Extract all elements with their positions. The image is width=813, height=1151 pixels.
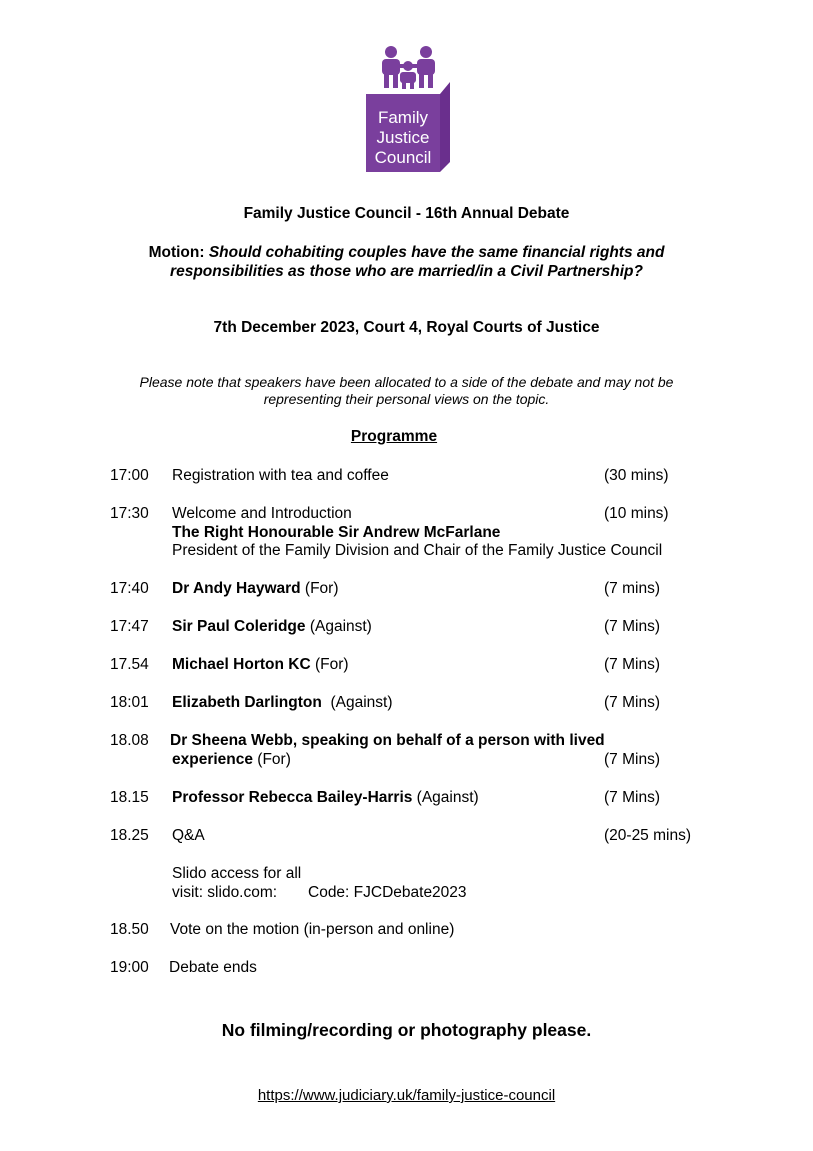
speaker-name: Elizabeth Darlington bbox=[172, 694, 322, 711]
speaker-name-line2: experience bbox=[172, 751, 253, 768]
row-time: 18.08 bbox=[110, 732, 149, 749]
motion-label: Motion: bbox=[148, 244, 205, 261]
row-duration: (20-25 mins) bbox=[604, 827, 691, 844]
speaker-name-line1: Dr Sheena Webb, speaking on behalf of a person with lived bbox=[170, 732, 605, 749]
speaker-role: President of the Family Division and Chair of the Family Justice Council bbox=[172, 542, 663, 559]
row-time: 18.15 bbox=[110, 789, 149, 806]
logo-line3: Council bbox=[374, 148, 432, 167]
row-speaker bbox=[172, 693, 392, 712]
row-text: Debate ends bbox=[169, 959, 257, 976]
row-time: 18.50 bbox=[110, 921, 149, 938]
disclaimer-note: Please note that speakers have been allocated to a side of the debate and may not be representing their personal views on the topic. bbox=[139, 374, 674, 407]
row-time: 17:00 bbox=[110, 467, 149, 484]
row-time: 17:47 bbox=[110, 618, 149, 635]
logo-line2: Justice bbox=[376, 128, 430, 147]
row-duration: (7 Mins) bbox=[604, 618, 660, 635]
row-text: Registration with tea and coffee bbox=[172, 467, 389, 484]
motion-text: Should cohabiting couples have the same financial rights and responsibilities as those who are married/in a Civil Partnership? bbox=[170, 244, 665, 280]
row-duration: (10 mins) bbox=[604, 505, 669, 522]
row-duration: (7 Mins) bbox=[604, 751, 660, 768]
row-duration: (7 Mins) bbox=[604, 789, 660, 806]
slido-visit: visit: slido.com: bbox=[172, 884, 278, 901]
speaker-name: Sir Paul Coleridge bbox=[172, 618, 306, 635]
speaker-side: (Against) bbox=[321, 694, 393, 711]
row-speaker bbox=[172, 655, 349, 674]
fjc-logo bbox=[366, 44, 452, 172]
speaker-side: (Against) bbox=[305, 618, 372, 635]
row-text: Vote on the motion (in-person and online) bbox=[170, 921, 455, 938]
row-time: 17.54 bbox=[110, 656, 149, 673]
row-speaker bbox=[172, 750, 291, 769]
speaker-side: (Against) bbox=[412, 789, 479, 806]
row-duration: (7 Mins) bbox=[604, 694, 660, 711]
speaker-side: (For) bbox=[300, 580, 339, 597]
row-duration: (7 Mins) bbox=[604, 656, 660, 673]
slido-access: Slido access for all bbox=[172, 865, 302, 882]
speaker-side: (For) bbox=[310, 656, 349, 673]
row-text: Welcome and Introduction bbox=[172, 505, 352, 522]
speaker-name: Michael Horton KC bbox=[172, 656, 311, 673]
row-time: 17:40 bbox=[110, 580, 149, 597]
motion bbox=[100, 243, 713, 281]
logo-line1: Family bbox=[377, 108, 429, 127]
row-speaker bbox=[172, 579, 339, 598]
row-time: 17:30 bbox=[110, 505, 149, 522]
speaker-name: Dr Andy Hayward bbox=[172, 580, 301, 597]
row-duration: (7 mins) bbox=[604, 580, 660, 597]
row-speaker bbox=[172, 788, 479, 807]
logo-text bbox=[366, 108, 440, 168]
row-duration: (30 mins) bbox=[604, 467, 669, 484]
speaker-side: (For) bbox=[253, 751, 291, 768]
row-text: Q&A bbox=[172, 827, 205, 844]
website-link[interactable]: https://www.judiciary.uk/family-justice-council bbox=[257, 1087, 556, 1104]
row-speaker bbox=[172, 617, 372, 636]
page-title: Family Justice Council - 16th Annual Debate bbox=[243, 205, 570, 222]
row-time: 18:01 bbox=[110, 694, 149, 711]
date-venue: 7th December 2023, Court 4, Royal Courts of Justice bbox=[213, 319, 600, 336]
speaker-name: Professor Rebecca Bailey-Harris bbox=[172, 789, 413, 806]
slido-code: Code: FJCDebate2023 bbox=[308, 884, 467, 901]
programme-heading: Programme bbox=[350, 428, 438, 445]
row-time: 19:00 bbox=[110, 959, 149, 976]
row-time: 18.25 bbox=[110, 827, 149, 844]
no-filming-notice: No filming/recording or photography please. bbox=[221, 1020, 592, 1040]
speaker-name: The Right Honourable Sir Andrew McFarlane bbox=[172, 524, 501, 541]
